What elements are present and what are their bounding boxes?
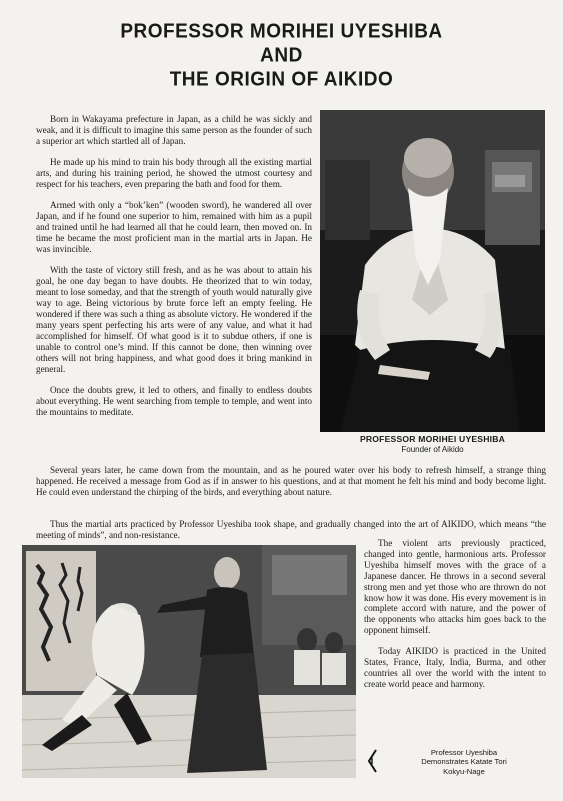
caption2-line-1: Professor Uyeshiba (430, 748, 498, 757)
paragraph-origin: Thus the martial arts practiced by Professor Uyeshiba took shape, and gradually changed into the art of AIKIDO, which means “the meeting of minds”, and non-resistance. (36, 519, 546, 540)
paragraph-gentle-arts: The violent arts previously practiced, changed into gentle, harmonious arts. Professor Uyeshiba himself moves with the grace of a Japanese dancer. He throws in a second several strong men and yet those who are thrown do not know how it was done. His every movement is in complete accord with nature, and the power of the opponents who attacks him goes back to the opponent himself. (364, 538, 546, 636)
paragraph-bokken: Armed with only a “bok’ken” (wooden sword), he wandered all over Japan, and if he found one superior to him, remained with him as a pupil and trained until he had learned all that he could learn, then moved on. In time he became the most proficient man in the martial arts in Japan. He was invincible. (36, 200, 312, 255)
paragraph-training: He made up his mind to train his body through all the existing martial arts, and during his training period, he showed the utmost courtesy and respect for his teachers, even preparing the bath and food for them. (36, 157, 312, 190)
wide-text-enlightenment (36, 465, 546, 498)
caption-name: PROFESSOR MORIHEI UYESHIBA (359, 434, 506, 444)
right-text-column (364, 538, 546, 700)
page-title-line-3: THE ORIGIN OF AIKIDO (169, 68, 394, 91)
demonstration-illustration (22, 545, 356, 778)
paragraph-enlightenment: Several years later, he came down from the mountain, and as he poured water over his body to refresh himself, a strange thing happened. He received a message from God as if in answer to his questions, and at that moment he felt his mind and body become light. He could even understand the chirping of the birds, and everything about nature. (36, 465, 546, 497)
paragraph-worldwide: Today AIKIDO is practiced in the United States, France, Italy, India, Burma, and other countries all over the world with the intent to create world peace and harmony. (364, 646, 546, 689)
founder-portrait-photo (320, 110, 545, 432)
demonstration-photo-caption (384, 748, 544, 776)
caption-pointer-icon (366, 748, 378, 774)
founder-portrait-illustration (320, 110, 545, 432)
caption2-line-3: Kokyu-Nage (443, 766, 485, 776)
founder-photo-caption (320, 434, 545, 454)
paragraph-birth: Born in Wakayama prefecture in Japan, as a child he was sickly and weak, and it is difficult to imagine this same person as the founder of such a superior art which startled all of Japan. (36, 114, 312, 146)
page-title-line-2: AND (260, 44, 303, 67)
caption2-line-2: Demonstrates Katate Tori (421, 757, 507, 767)
left-text-column (36, 114, 312, 428)
paragraph-doubts: With the taste of victory still fresh, and as he was about to attain his goal, he one day began to have doubts. He theorized that to win today, meant to lose someday, and that the strength of youth would naturally give way to age. Being victorious by brute force left an empty feeling. He wondered if there was such a thing as absolute victory. He wondered if the many years spent perfecting his arts were of any value, and what it had accomplished for himself. Of what good is it to subdue others, if one is unable to control one’s mind. If this cannot be done, then winning over others will not bring happiness, and what good does it bring mankind in general. (36, 265, 312, 374)
page-title-line-1: PROFESSOR MORIHEI UYESHIBA (120, 20, 443, 43)
paragraph-meditation: Once the doubts grew, it led to others, and finally to endless doubts about everything. He went searching from temple to temple, and went into the mountains to meditate. (36, 385, 312, 417)
demonstration-photo (22, 545, 356, 778)
caption-subtitle: Founder of Aikido (401, 445, 464, 454)
